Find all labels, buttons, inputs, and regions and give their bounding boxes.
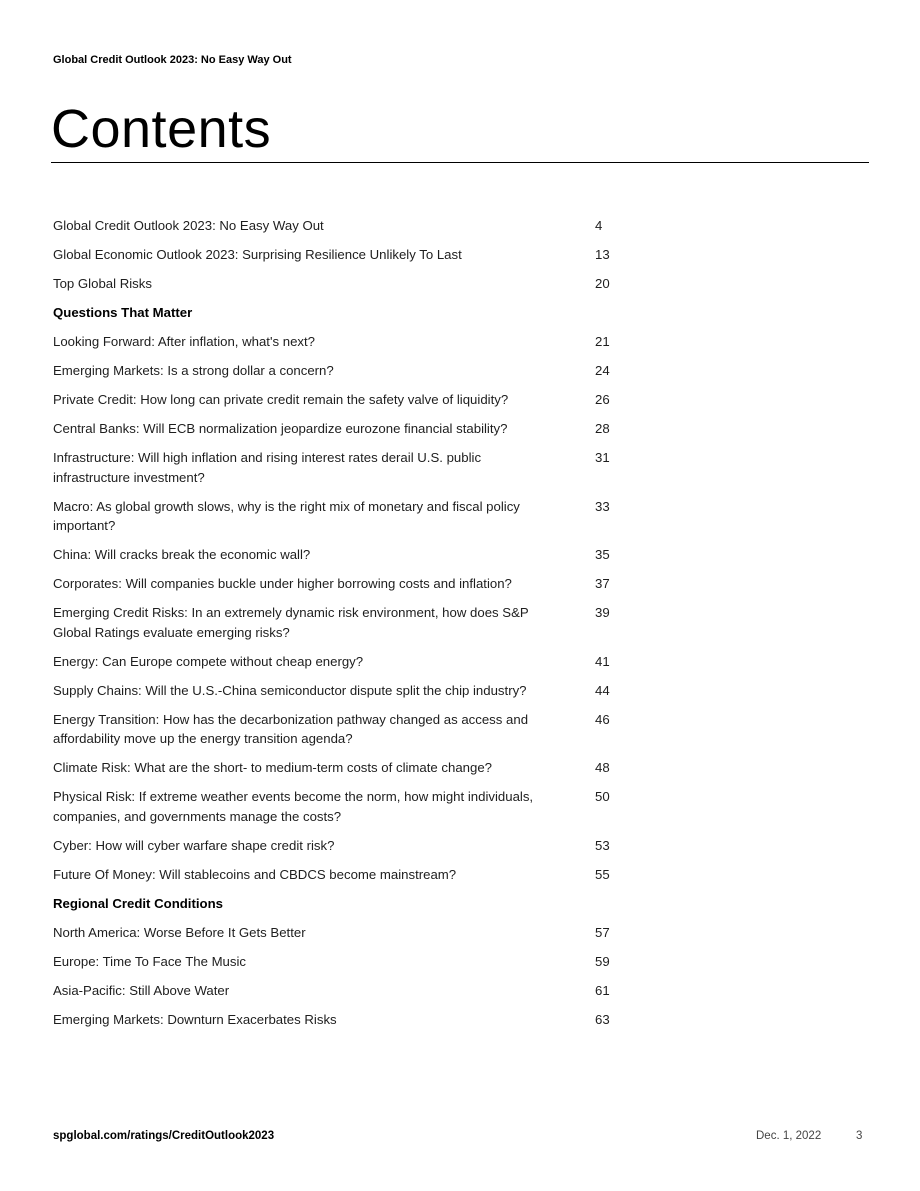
table-of-contents [53, 216, 653, 1039]
toc-entry-page: 24 [595, 363, 610, 378]
toc-entry-page: 21 [595, 334, 610, 349]
toc-entry-page: 28 [595, 421, 610, 436]
toc-entry[interactable] [53, 681, 653, 701]
toc-entry[interactable] [53, 574, 653, 594]
toc-entry-page: 46 [595, 711, 610, 727]
toc-entry-title: Global Economic Outlook 2023: Surprising Resilience Unlikely To Last [53, 247, 462, 262]
toc-entry[interactable] [53, 419, 653, 439]
toc-entry-page: 44 [595, 682, 610, 698]
toc-entry[interactable] [53, 332, 653, 352]
toc-entry[interactable] [53, 603, 653, 642]
toc-section-title: Regional Credit Conditions [53, 895, 223, 911]
toc-entry[interactable] [53, 274, 653, 294]
toc-entry-title: Energy: Can Europe compete without cheap energy? [53, 653, 364, 669]
footer-date: Dec. 1, 2022 [756, 1130, 822, 1142]
page-title: Contents [51, 99, 272, 159]
toc-section-heading [53, 303, 653, 323]
toc-entry-page: 35 [595, 547, 610, 562]
toc-entry-title: Central Banks: Will ECB normalization jeopardize eurozone financial stability? [53, 421, 508, 436]
toc-entry-title: Global Credit Outlook 2023: No Easy Way Out [53, 218, 324, 233]
toc-entry-title: Future Of Money: Will stablecoins and CBDCS become mainstream? [53, 866, 457, 882]
footer-url-link[interactable]: spglobal.com/ratings/CreditOutlook2023 [53, 1130, 275, 1142]
toc-entry-page: 59 [595, 953, 610, 969]
toc-entry-page: 13 [595, 247, 610, 262]
toc-entry-page: 39 [595, 605, 610, 620]
toc-entry-page: 37 [595, 576, 610, 591]
toc-entry-page: 48 [595, 760, 610, 775]
footer-page-number: 3 [856, 1130, 863, 1142]
toc-entry-page: 63 [595, 1011, 610, 1027]
running-header: Global Credit Outlook 2023: No Easy Way Out [53, 54, 292, 66]
toc-entry[interactable] [53, 545, 653, 565]
toc-section-title: Questions That Matter [53, 305, 193, 320]
toc-entry[interactable] [53, 710, 653, 749]
toc-entry[interactable] [53, 448, 653, 487]
toc-entry[interactable] [53, 245, 653, 265]
toc-entry[interactable] [53, 865, 653, 885]
toc-entry-title: Looking Forward: After inflation, what's next? [53, 334, 316, 349]
toc-entry[interactable] [53, 923, 653, 943]
toc-entry-page: 53 [595, 837, 610, 853]
toc-entry[interactable] [53, 981, 653, 1001]
toc-entry[interactable] [53, 497, 653, 536]
toc-entry-page: 50 [595, 789, 610, 804]
toc-entry-page: 33 [595, 498, 610, 514]
toc-entry-page: 55 [595, 866, 610, 882]
toc-entry[interactable] [53, 390, 653, 410]
toc-entry-title: Climate Risk: What are the short- to medium-term costs of climate change? [53, 760, 493, 775]
toc-entry[interactable] [53, 758, 653, 778]
toc-entry-title: Cyber: How will cyber warfare shape credit risk? [53, 837, 335, 853]
toc-entry-page: 31 [595, 450, 610, 465]
toc-entry-title: Top Global Risks [53, 276, 152, 291]
toc-entry[interactable] [53, 1010, 653, 1030]
toc-entry-title: Physical Risk: If extreme weather events become the norm, how might individuals, companies, and governments manage the costs? [53, 789, 534, 824]
toc-entry-title: Europe: Time To Face The Music [53, 953, 247, 969]
toc-entry-page: 41 [595, 653, 610, 669]
toc-entry-title: Infrastructure: Will high inflation and rising interest rates derail U.S. public infrastructure investment? [53, 450, 482, 485]
toc-entry-page: 26 [595, 392, 610, 407]
toc-entry-title: Asia-Pacific: Still Above Water [53, 982, 230, 998]
toc-entry-title: Supply Chains: Will the U.S.-China semiconductor dispute split the chip industry? [53, 682, 527, 698]
toc-entry-page: 20 [595, 276, 610, 291]
toc-entry[interactable] [53, 361, 653, 381]
toc-entry[interactable] [53, 787, 653, 826]
toc-entry[interactable] [53, 836, 653, 856]
toc-entry-title: China: Will cracks break the economic wall? [53, 547, 311, 562]
toc-entry-title: Emerging Markets: Downturn Exacerbates Risks [53, 1011, 337, 1027]
toc-entry[interactable] [53, 216, 653, 236]
toc-section-heading [53, 894, 653, 914]
toc-entry-title: Macro: As global growth slows, why is the right mix of monetary and fiscal policy important? [53, 498, 520, 533]
toc-entry[interactable] [53, 652, 653, 672]
toc-entry-title: Corporates: Will companies buckle under higher borrowing costs and inflation? [53, 576, 512, 591]
toc-entry[interactable] [53, 952, 653, 972]
toc-entry-page: 61 [595, 982, 610, 998]
toc-entry-page: 4 [595, 218, 603, 233]
toc-entry-title: Emerging Markets: Is a strong dollar a concern? [53, 363, 334, 378]
toc-entry-title: Private Credit: How long can private credit remain the safety valve of liquidity? [53, 392, 509, 407]
title-divider [51, 162, 869, 163]
toc-entry-title: Energy Transition: How has the decarbonization pathway changed as access and affordability move up the energy transition agenda? [53, 711, 529, 746]
toc-entry-page: 57 [595, 924, 610, 940]
toc-entry-title: North America: Worse Before It Gets Better [53, 924, 306, 940]
toc-entry-title: Emerging Credit Risks: In an extremely dynamic risk environment, how does S&P Global Ratings evaluate emerging risks? [53, 605, 529, 640]
